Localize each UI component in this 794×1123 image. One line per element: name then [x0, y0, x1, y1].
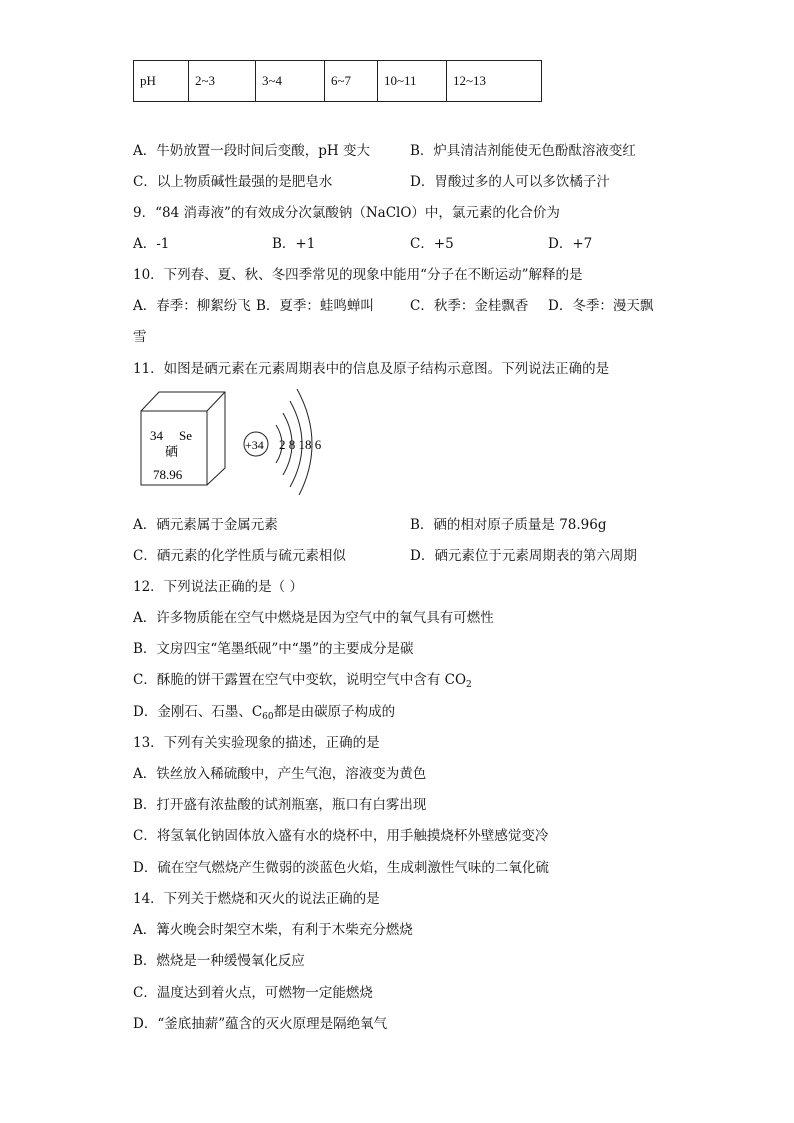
q10-option-b: B．夏季：蛙鸣蝉叫	[256, 298, 374, 314]
selenium-figure	[138, 383, 338, 495]
q12-option-d-pre: D．金刚石、石墨、C	[133, 704, 263, 720]
q9-option-b: B．+1	[272, 236, 316, 252]
q9-option-c: C．+5	[410, 236, 454, 252]
table-cell: pH	[134, 61, 189, 102]
q12-option-b: B．文房四宝“笔墨纸砚”中“墨”的主要成分是碳	[133, 641, 414, 657]
element-name: 硒	[165, 444, 179, 459]
q14-option-a: A．篝火晚会时架空木柴，有利于木柴充分燃烧	[133, 922, 413, 938]
co2-subscript: 2	[466, 680, 472, 690]
q12-stem: 12．下列说法正确的是（ ）	[133, 579, 303, 595]
q11-option-a: A．硒元素属于金属元素	[133, 517, 278, 533]
c60-subscript: 60	[262, 712, 274, 722]
q14-option-d: D．“釜底抽薪”蕴含的灭火原理是隔绝氧气	[133, 1016, 388, 1032]
table-cell: 6~7	[325, 61, 378, 102]
q12-option-a: A．许多物质能在空气中燃烧是因为空气中的氧气具有可燃性	[133, 610, 494, 626]
q12-option-c-text: C．酥脆的饼干露置在空气中变软，说明空气中含有 CO	[133, 672, 467, 688]
q14-stem: 14．下列关于燃烧和灭火的说法正确的是	[133, 891, 380, 907]
q10-option-c: C．秋季：金桂飘香	[410, 298, 529, 314]
q12-option-d	[133, 703, 395, 723]
q13-option-c: C．将氢氧化钠固体放入盛有水的烧杯中，用手触摸烧杯外壁感觉变冷	[133, 828, 549, 844]
table-cell: 10~11	[378, 61, 447, 102]
q13-option-a: A．铁丝放入稀硫酸中，产生气泡，溶液变为黄色	[133, 766, 427, 782]
q8-option-b: B．炉具清洁剂能使无色酚酞溶液变红	[410, 143, 636, 159]
q8-option-c: C．以上物质碱性最强的是肥皂水	[133, 174, 333, 190]
q10-option-d: D．冬季：漫天飘	[548, 298, 654, 314]
q13-option-d: D．硫在空气燃烧产生微弱的淡蓝色火焰，生成刺激性气味的二氧化硫	[133, 860, 549, 876]
q9-stem: 9．“84 消毒液”的有效成分次氯酸钠（NaClO）中，氯元素的化合价为	[133, 205, 560, 221]
q13-option-b: B．打开盛有浓盐酸的试剂瓶塞，瓶口有白雾出现	[133, 797, 427, 813]
q12-option-c	[133, 671, 472, 691]
q11-stem: 11．如图是硒元素在元素周期表中的信息及原子结构示意图。下列说法正确的是	[133, 361, 610, 377]
ph-table	[133, 60, 542, 102]
q10-stem: 10．下列春、夏、秋、冬四季常见的现象中能用“分子在不断运动”解释的是	[133, 267, 583, 283]
q12-option-d-post: 都是由碳原子构成的	[273, 704, 396, 720]
q13-stem: 13．下列有关实验现象的描述，正确的是	[133, 735, 380, 751]
q9-option-a: A．-1	[133, 236, 170, 252]
q10-option-d-continued: 雪	[133, 329, 147, 345]
q14-option-b: B．燃烧是一种缓慢氧化反应	[133, 953, 305, 969]
atomic-number: 34	[150, 428, 163, 443]
q8-option-d: D．胃酸过多的人可以多饮橘子汁	[410, 174, 610, 190]
q11-option-b: B．硒的相对原子质量是 78.96g	[410, 517, 607, 533]
q9-option-d: D．+7	[548, 236, 593, 252]
q10-option-a: A．春季：柳絮纷飞	[133, 298, 251, 314]
q14-option-c: C．温度达到着火点，可燃物一定能燃烧	[133, 985, 373, 1001]
atomic-mass: 78.96	[153, 467, 183, 482]
nucleus-charge: +34	[245, 438, 264, 452]
q11-option-d: D．硒元素位于元素周期表的第六周期	[410, 548, 637, 564]
electron-configuration: 2 8 18 6	[279, 437, 322, 452]
element-symbol: Se	[179, 428, 192, 443]
table-cell: 12~13	[447, 61, 542, 102]
table-row	[134, 61, 542, 102]
table-cell: 2~3	[189, 61, 256, 102]
q11-option-c: C．硒元素的化学性质与硫元素相似	[133, 548, 346, 564]
table-cell: 3~4	[256, 61, 325, 102]
q8-option-a: A．牛奶放置一段时间后变酸，pH 变大	[133, 143, 370, 159]
